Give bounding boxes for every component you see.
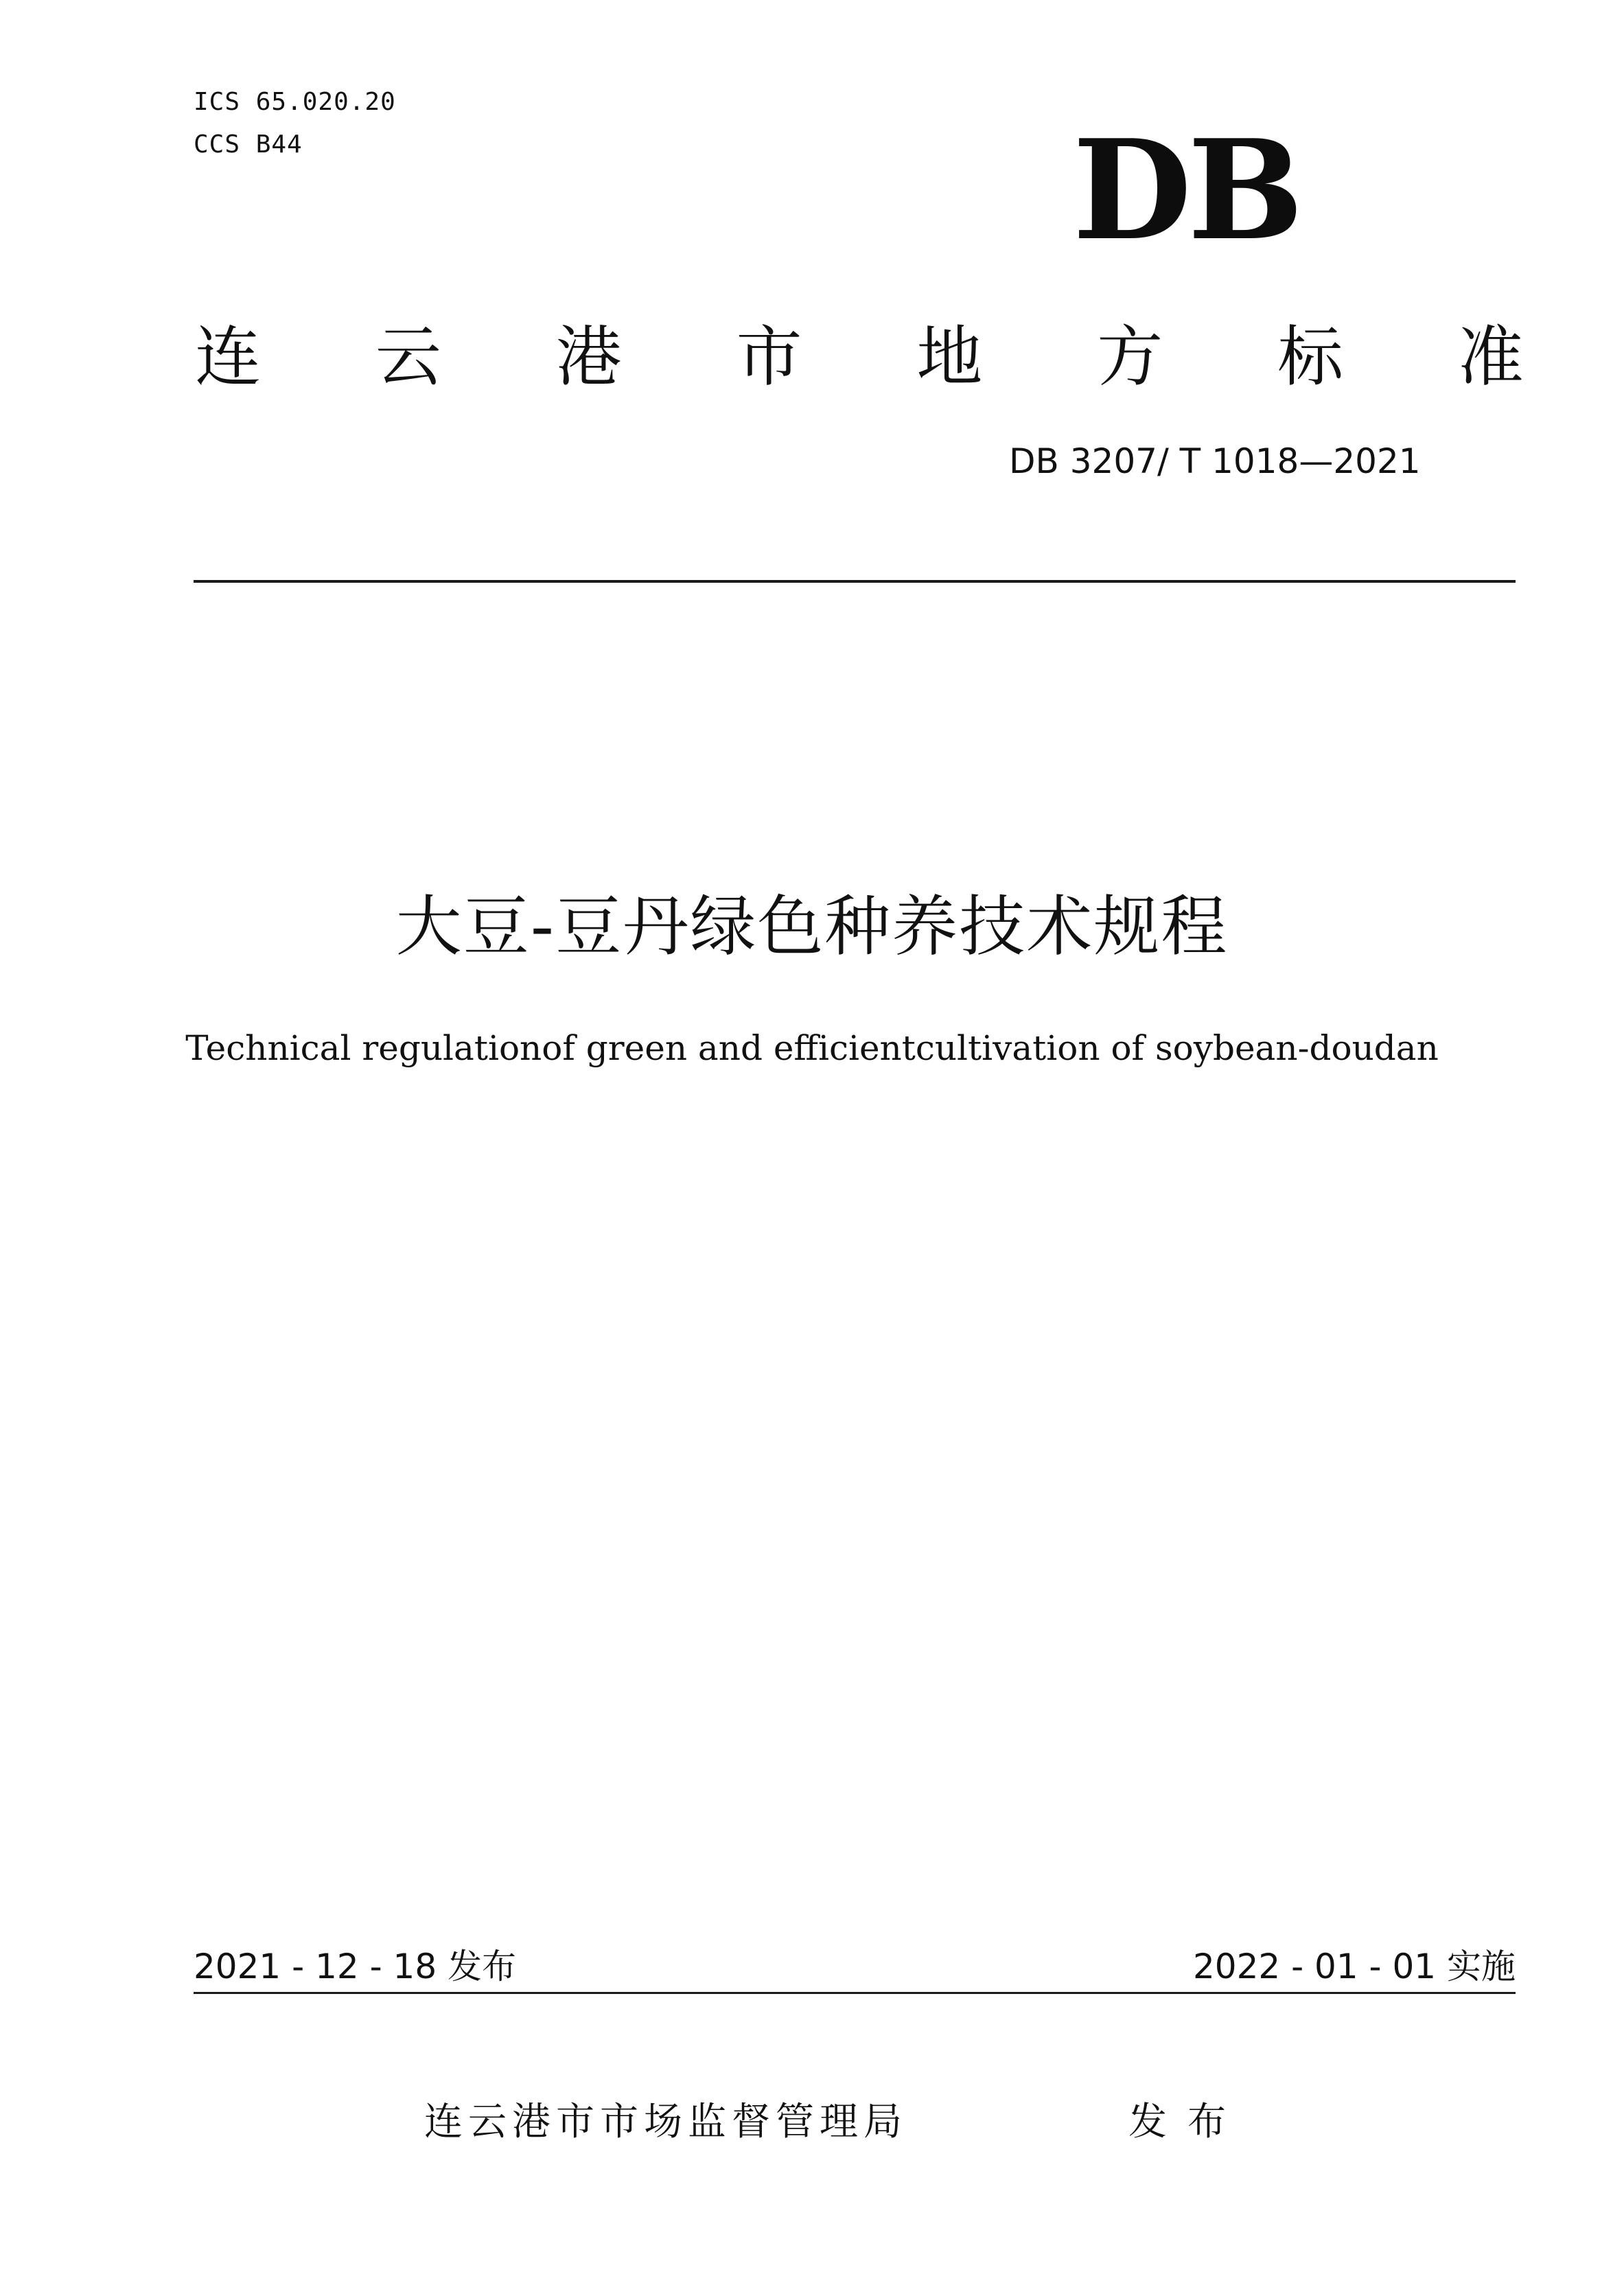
classification-codes <box>194 81 396 166</box>
document-title-english: Technical regulationof green and efficientcultivation of soybean-doudan <box>185 1028 1439 1068</box>
standard-number: DB 3207/ T 1018—2021 <box>1009 441 1421 481</box>
standard-type-char: 方 <box>1097 318 1163 395</box>
document-title-chinese: 大豆-豆丹绿色种养技术规程 <box>395 888 1229 965</box>
top-divider <box>194 580 1516 583</box>
standard-type-heading <box>194 312 1525 402</box>
standard-type-char: 准 <box>1457 318 1524 395</box>
standard-type-char: 港 <box>555 318 622 395</box>
db-mark-logo: DB <box>1072 110 1300 271</box>
standard-type-char: 云 <box>375 318 441 395</box>
standard-type-char: 标 <box>1277 318 1344 395</box>
publish-label: 发布 <box>1128 2100 1246 2144</box>
standard-type-char: 市 <box>736 318 802 395</box>
issue-date: 2021 - 12 - 18 发布 <box>194 1947 517 1986</box>
standard-type-char: 连 <box>195 318 261 395</box>
implementation-date: 2022 - 01 - 01 实施 <box>1192 1947 1516 1986</box>
bottom-divider <box>194 1992 1516 1994</box>
publisher-name: 连云港市市场监督管理局 <box>424 2100 907 2144</box>
ccs-code: CCS B44 <box>194 130 303 159</box>
ics-code: ICS 65.020.20 <box>194 88 396 116</box>
standard-type-char: 地 <box>916 318 983 395</box>
